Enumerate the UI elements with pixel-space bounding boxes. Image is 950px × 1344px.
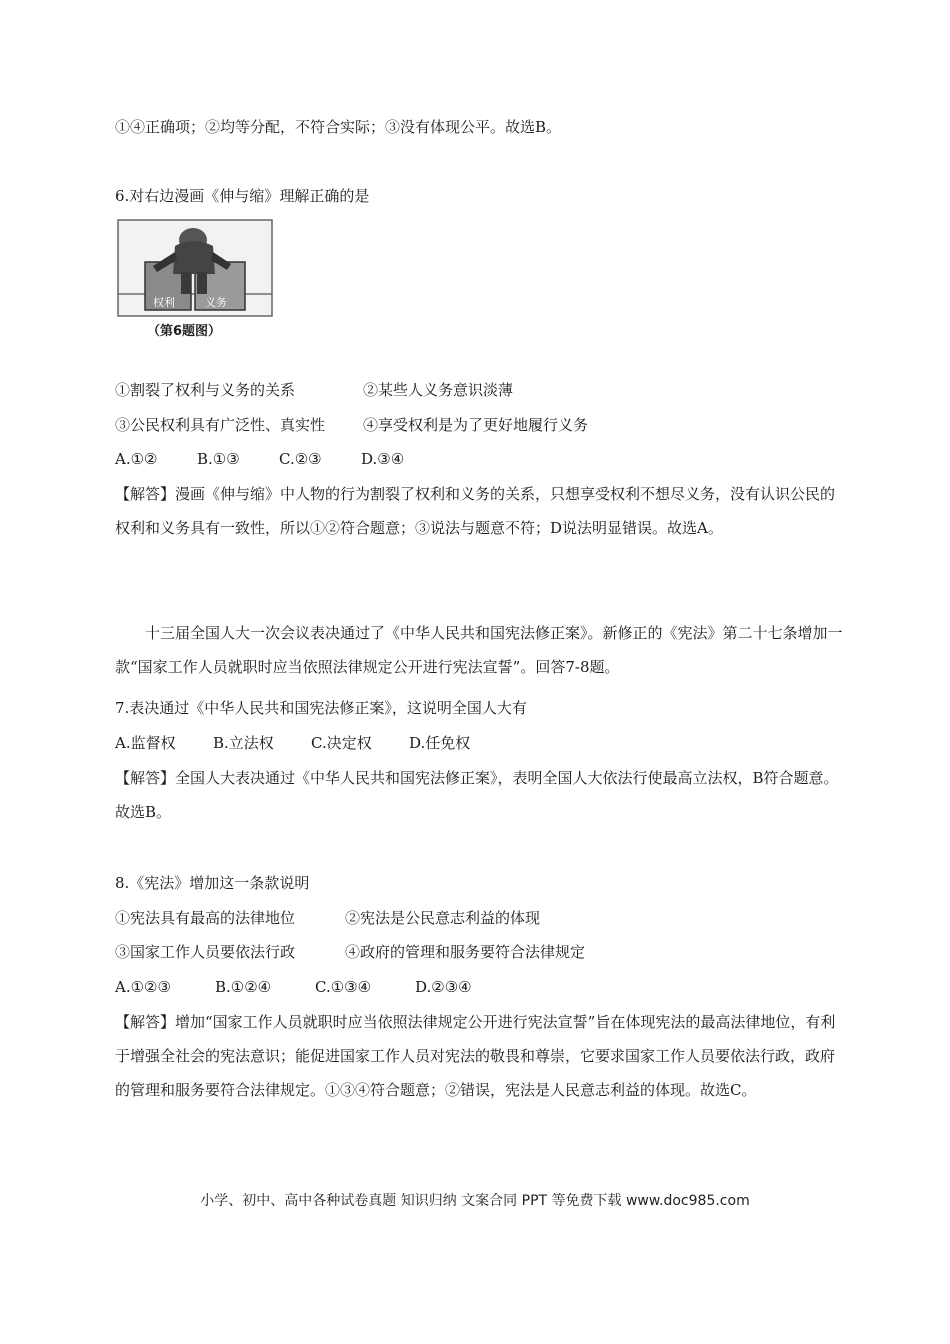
q6-option-2: ②某些人义务意识淡薄 xyxy=(363,381,514,399)
q7-choices xyxy=(115,733,470,753)
q8-option-1: ①宪法具有最高的法律地位 xyxy=(115,909,296,927)
q8-choice-a: A.①②③ xyxy=(115,978,171,996)
q6-choices xyxy=(115,449,404,469)
q8-options-row1 xyxy=(115,908,540,928)
question-7-stem: 7.表决通过《中华人民共和国宪法修正案》，这说明全国人大有 xyxy=(115,699,527,717)
line-q5-explanation: ①④正确项；②均等分配，不符合实际；③没有体现公平。故选B。 xyxy=(115,118,562,136)
q6-options-row2 xyxy=(115,415,588,435)
q6-choice-a: A.①② xyxy=(115,450,158,468)
question-8-stem: 8.《宪法》增加这一条款说明 xyxy=(115,874,310,892)
q6-answer: 【解答】漫画《伸与缩》中人物的行为割裂了权利和义务的关系，只想享受权利不想尽义务，没有认识公民的权利和义务具有一致性，所以①②符合题意；③说法与题意不符；D说法明显错误。故选A。 xyxy=(115,485,836,537)
page-footer: 小学、初中、高中各种试卷真题 知识归纳 文案合同 PPT 等免费下载 www.doc985.com xyxy=(200,1193,750,1209)
q6-choice-d: D.③④ xyxy=(361,450,405,468)
q8-choice-b: B.①②④ xyxy=(215,978,272,996)
q8-answer: 【解答】增加“国家工作人员就职时应当依照法律规定公开进行宪法宣誓”旨在体现宪法的最高法律地位，有利于增强全社会的宪法意识；能促进国家工作人员对宪法的敬畏和尊崇，它要求国家工作人员要依法行政，政府的管理和服务要符合法律规定。①③④符合题意；②错误，宪法是人民意志利益的体现。故选C。 xyxy=(115,1013,836,1099)
figure-label-rights: 权利 xyxy=(153,296,175,309)
figure-caption: （第6题图） xyxy=(147,324,222,339)
q6-option-3: ③公民权利具有广泛性、真实性 xyxy=(115,416,326,434)
q7-choice-a: A.监督权 xyxy=(115,734,176,752)
q7-choice-b: B.立法权 xyxy=(213,734,274,752)
q6-option-4: ④享受权利是为了更好地履行义务 xyxy=(363,416,589,434)
question-6-stem: 6.对右边漫画《伸与缩》理解正确的是 xyxy=(115,187,370,205)
q8-option-3: ③国家工作人员要依法行政 xyxy=(115,943,296,961)
q8-options-row2 xyxy=(115,942,585,962)
cartoon-figure xyxy=(117,216,273,343)
q6-options-row1 xyxy=(115,380,513,400)
q8-option-2: ②宪法是公民意志利益的体现 xyxy=(345,909,541,927)
q8-choice-d: D.②③④ xyxy=(415,978,472,996)
q8-choices xyxy=(115,977,472,997)
q6-choice-b: B.①③ xyxy=(197,450,240,468)
q6-option-1: ①割裂了权利与义务的关系 xyxy=(115,381,296,399)
figure-label-duties: 义务 xyxy=(205,296,227,309)
q7-choice-d: D.任免权 xyxy=(409,734,471,752)
q7-choice-c: C.决定权 xyxy=(311,734,372,752)
q8-choice-c: C.①③④ xyxy=(315,978,372,996)
q6-choice-c: C.②③ xyxy=(279,450,322,468)
q8-option-4: ④政府的管理和服务要符合法律规定 xyxy=(345,943,586,961)
q7-answer: 【解答】全国人大表决通过《中华人民共和国宪法修正案》，表明全国人大依法行使最高立法权，B符合题意。故选B。 xyxy=(115,769,839,821)
material-intro: 十三届全国人大一次会议表决通过了《中华人民共和国宪法修正案》。新修正的《宪法》第二十七条增加一款“国家工作人员就职时应当依照法律规定公开进行宪法宣誓”。回答7-8题。 xyxy=(115,624,843,676)
